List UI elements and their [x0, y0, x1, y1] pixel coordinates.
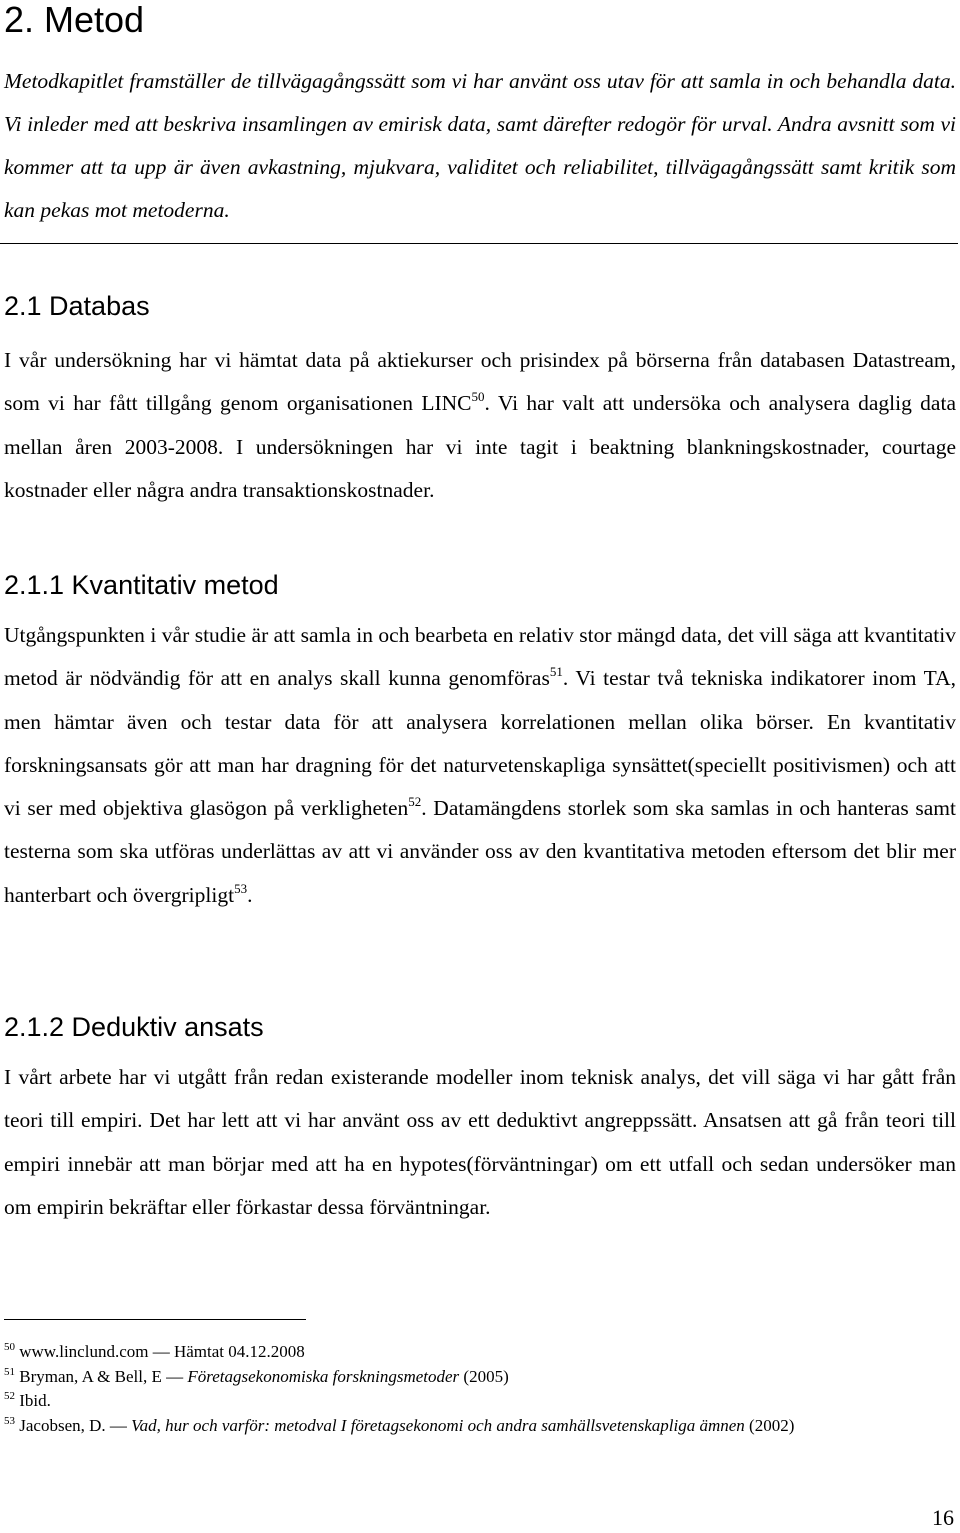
- footnote-text: www.linclund.com — Hämtat 04.12.2008: [15, 1342, 305, 1361]
- footnote-number: 52: [4, 1390, 15, 1402]
- footnote-53: [4, 1414, 956, 1439]
- footnote-52: [4, 1389, 956, 1414]
- footnote-text: Ibid.: [15, 1391, 51, 1410]
- paragraph-text: I vår undersökning har vi hämtat data på aktiekurser och prisindex på börserna från databasen Datastream, som vi har fått tillgång genom organisationen LINC: [4, 348, 956, 416]
- footnote-ref: 53: [234, 880, 248, 896]
- paragraph-text: . Vi testar två tekniska indikatorer inom TA, men hämtar även och testar data för att analysera korrelationen mellan olika börser. En kvantitativ forskningsansats gör att man har dragning för det naturvetenskapliga synsättet(speciellt positivismen) och att vi ser med objektiva glasögon på verkligheten: [4, 666, 956, 821]
- paragraph-text: . Vi har valt att undersöka och analysera daglig data mellan åren 2003-2008. I undersökningen har vi inte tagit i beaktning blankningskostnader, courtage kostnader eller några andra transaktionskostnader.: [4, 391, 956, 502]
- section-heading-kvantitativ-metod: 2.1.1 Kvantitativ metod: [4, 570, 279, 600]
- chapter-intro: Metodkapitlet framställer de tillvägagångssätt som vi har använt oss utav för att samla in och behandla data. Vi inleder med att beskriva insamlingen av emirisk data, samt därefter redogör för urval. Andra avsnitt som vi kommer att ta upp är även avkastning, mjukvara, validitet och reliabilitet, tillvägagångssätt samt kritik som kan pekas mot metoderna.: [4, 69, 956, 222]
- section-heading-databas: 2.1 Databas: [4, 291, 150, 321]
- footnote-number: 50: [4, 1341, 15, 1353]
- chapter-heading: 2. Metod: [4, 0, 145, 40]
- footnote-number: 51: [4, 1365, 15, 1378]
- footnote-text: Bryman, A & Bell, E —: [15, 1366, 188, 1386]
- paragraph-text: .: [247, 882, 253, 907]
- footnote-text: (2002): [744, 1415, 795, 1435]
- paragraph-text: Utgångspunkten i vår studie är att samla in och bearbeta en relativ stor mängd data, det vill säga att kvantitativ metod är nödvändig för att en analys skall kunna genomföras: [4, 623, 956, 691]
- section-paragraph-deduktiv-ansats: I vårt arbete har vi utgått från redan existerande modeller inom teknisk analys, det vill säga vi har gått från teori till empiri. Det har lett att vi har använt oss av ett deduktivt angreppssätt. Ansatsen att gå från teori till empiri innebär att man börjar med att ha en hypotes(förväntningar) om ett utfall och sedan undersöker man om empirin bekräftar eller förkastar dessa förväntningar.: [4, 1065, 956, 1219]
- footnotes: [4, 1340, 956, 1438]
- footnote-ref: 51: [549, 664, 563, 680]
- footnote-book-title: Vad, hur och varför: metodval I företagsekonomi och andra samhällsvetenskapliga ämnen: [131, 1415, 745, 1435]
- page-number: 16: [932, 1505, 954, 1530]
- footnote-book-title: Företagsekonomiska forskningsmetoder: [187, 1366, 460, 1386]
- footnote-text: Jacobsen, D. —: [15, 1415, 132, 1435]
- section-paragraph-kvantitativ-metod: [4, 614, 956, 917]
- footnote-number: 53: [4, 1414, 15, 1427]
- footnote-text: (2005): [459, 1366, 509, 1386]
- footnote-51: [4, 1365, 956, 1390]
- paragraph-text: . Datamängdens storlek som ska samlas in och hanteras samt testerna som ska utföras underlättas av att vi använder oss av den kvantitativa metoden eftersom det blir mer hanterbart och övergripligt: [4, 796, 956, 907]
- footnote-50: [4, 1340, 956, 1365]
- footnote-ref: 52: [408, 794, 422, 810]
- footnote-ref: 50: [471, 389, 485, 405]
- horizontal-divider: [0, 243, 958, 244]
- section-paragraph-databas: [4, 339, 956, 512]
- section-heading-deduktiv-ansats: 2.1.2 Deduktiv ansats: [4, 1012, 264, 1042]
- footnote-separator: [4, 1319, 306, 1320]
